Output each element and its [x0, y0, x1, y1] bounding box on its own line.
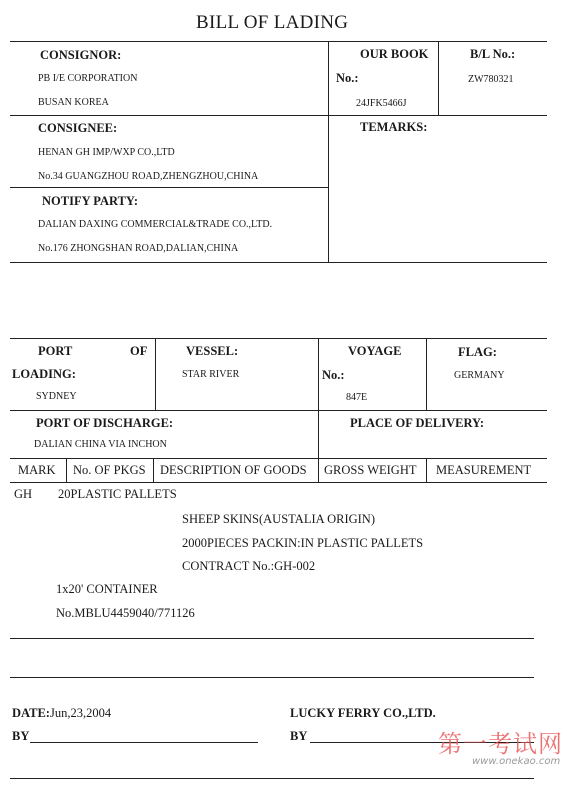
col-div-2 — [153, 458, 154, 482]
date-field — [12, 706, 111, 721]
consignee-line-2: No.34 GUANGZHOU ROAD,ZHENGZHOU,CHINA — [38, 171, 259, 182]
top-center-divider — [328, 41, 329, 262]
port-loading-label-b: OF — [130, 344, 148, 358]
vessel-label: VESSEL: — [186, 344, 239, 358]
place-delivery-label: PLACE OF DELIVERY: — [350, 416, 485, 430]
by-left-label: BY — [12, 729, 30, 743]
date-label: DATE: — [12, 706, 50, 720]
our-book-value: 24JFK5466J — [356, 98, 407, 109]
consignee-bottom-rule — [10, 187, 328, 188]
port-discharge-label: PORT OF DISCHARGE: — [36, 416, 174, 430]
notify-party-label: NOTIFY PARTY: — [42, 194, 138, 208]
our-book-no-label: No.: — [336, 71, 359, 85]
our-book-label: OUR BOOK — [360, 47, 429, 61]
bl-no-value: ZW780321 — [468, 74, 514, 85]
voyage-label: VOYAGE — [348, 344, 402, 358]
port-loading-label-a: PORT — [38, 344, 73, 358]
goods-desc-1: SHEEP SKINS(AUSTALIA ORIGIN) — [182, 512, 375, 526]
columns-bottom-rule — [10, 482, 547, 483]
by-right-label: BY — [290, 729, 308, 743]
consignor-line-1: PB I/E CORPORATION — [38, 73, 138, 84]
goods-desc-2: 2000PIECES PACKIN:IN PLASTIC PALLETS — [182, 536, 424, 550]
top-rule — [10, 41, 547, 42]
flag-value: GERMANY — [454, 370, 505, 381]
notify-bottom-rule — [10, 262, 547, 263]
voyage-no-label: No.: — [322, 368, 345, 382]
col-measurement-header: MEASUREMENT — [436, 463, 532, 477]
goods-mark: GH — [14, 487, 33, 501]
vessel-voyage-divider — [318, 338, 319, 482]
consignor-bottom-rule — [10, 115, 328, 116]
carrier-name: LUCKY FERRY CO.,LTD. — [290, 706, 436, 720]
port-vessel-divider — [155, 338, 156, 410]
col-div-4 — [426, 458, 427, 482]
col-pkgs-header: No. OF PKGS — [73, 463, 146, 477]
bl-no-label: B/L No.: — [470, 47, 516, 61]
flag-label: FLAG: — [458, 345, 497, 359]
blank-rule-1 — [10, 638, 534, 639]
goods-container-1: 1x20' CONTAINER — [56, 582, 158, 596]
consignor-label: CONSIGNOR: — [40, 48, 122, 62]
vessel-value: STAR RIVER — [182, 369, 240, 380]
by-left-signature-line — [30, 742, 258, 743]
consignee-line-1: HENAN GH IMP/WXP CO.,LTD — [38, 147, 175, 158]
goods-container-2: No.MBLU4459040/771126 — [56, 606, 195, 620]
col-mark-header: MARK — [18, 463, 56, 477]
goods-pkgs: 20PLASTIC PALLETS — [58, 487, 177, 501]
col-div-1 — [66, 458, 67, 482]
port-discharge-value: DALIAN CHINA VIA INCHON — [34, 439, 167, 450]
consignee-label: CONSIGNEE: — [38, 121, 118, 135]
book-bottom-rule — [328, 115, 547, 116]
notify-party-line-1: DALIAN DAXING COMMERCIAL&TRADE CO.,LTD. — [38, 219, 273, 230]
goods-desc-3: CONTRACT No.:GH-002 — [182, 559, 316, 573]
notify-party-line-2: No.176 ZHONGSHAN ROAD,DALIAN,CHINA — [38, 243, 239, 254]
document-title: BILL OF LADING — [196, 12, 349, 33]
port-bottom-rule — [10, 410, 547, 411]
port-loading-value: SYDNEY — [36, 391, 77, 402]
remarks-label: TEMARKS: — [360, 120, 428, 134]
blank-rule-2 — [10, 677, 534, 678]
watermark-url: www.onekao.com — [472, 756, 561, 767]
col-description-header: DESCRIPTION OF GOODS — [160, 463, 307, 477]
col-gross-weight-header: GROSS WEIGHT — [324, 463, 417, 477]
columns-top-rule — [10, 458, 547, 459]
book-bl-divider — [438, 41, 439, 115]
consignor-line-2: BUSAN KOREA — [38, 97, 109, 108]
voyage-flag-divider — [426, 338, 427, 410]
watermark-logo: 第一考试网 — [438, 730, 563, 758]
voyage-value: 847E — [346, 392, 368, 403]
port-top-rule — [10, 338, 547, 339]
date-value: Jun,23,2004 — [49, 706, 112, 720]
bottom-rule — [10, 778, 534, 779]
port-loading-label-c: LOADING: — [12, 367, 76, 381]
